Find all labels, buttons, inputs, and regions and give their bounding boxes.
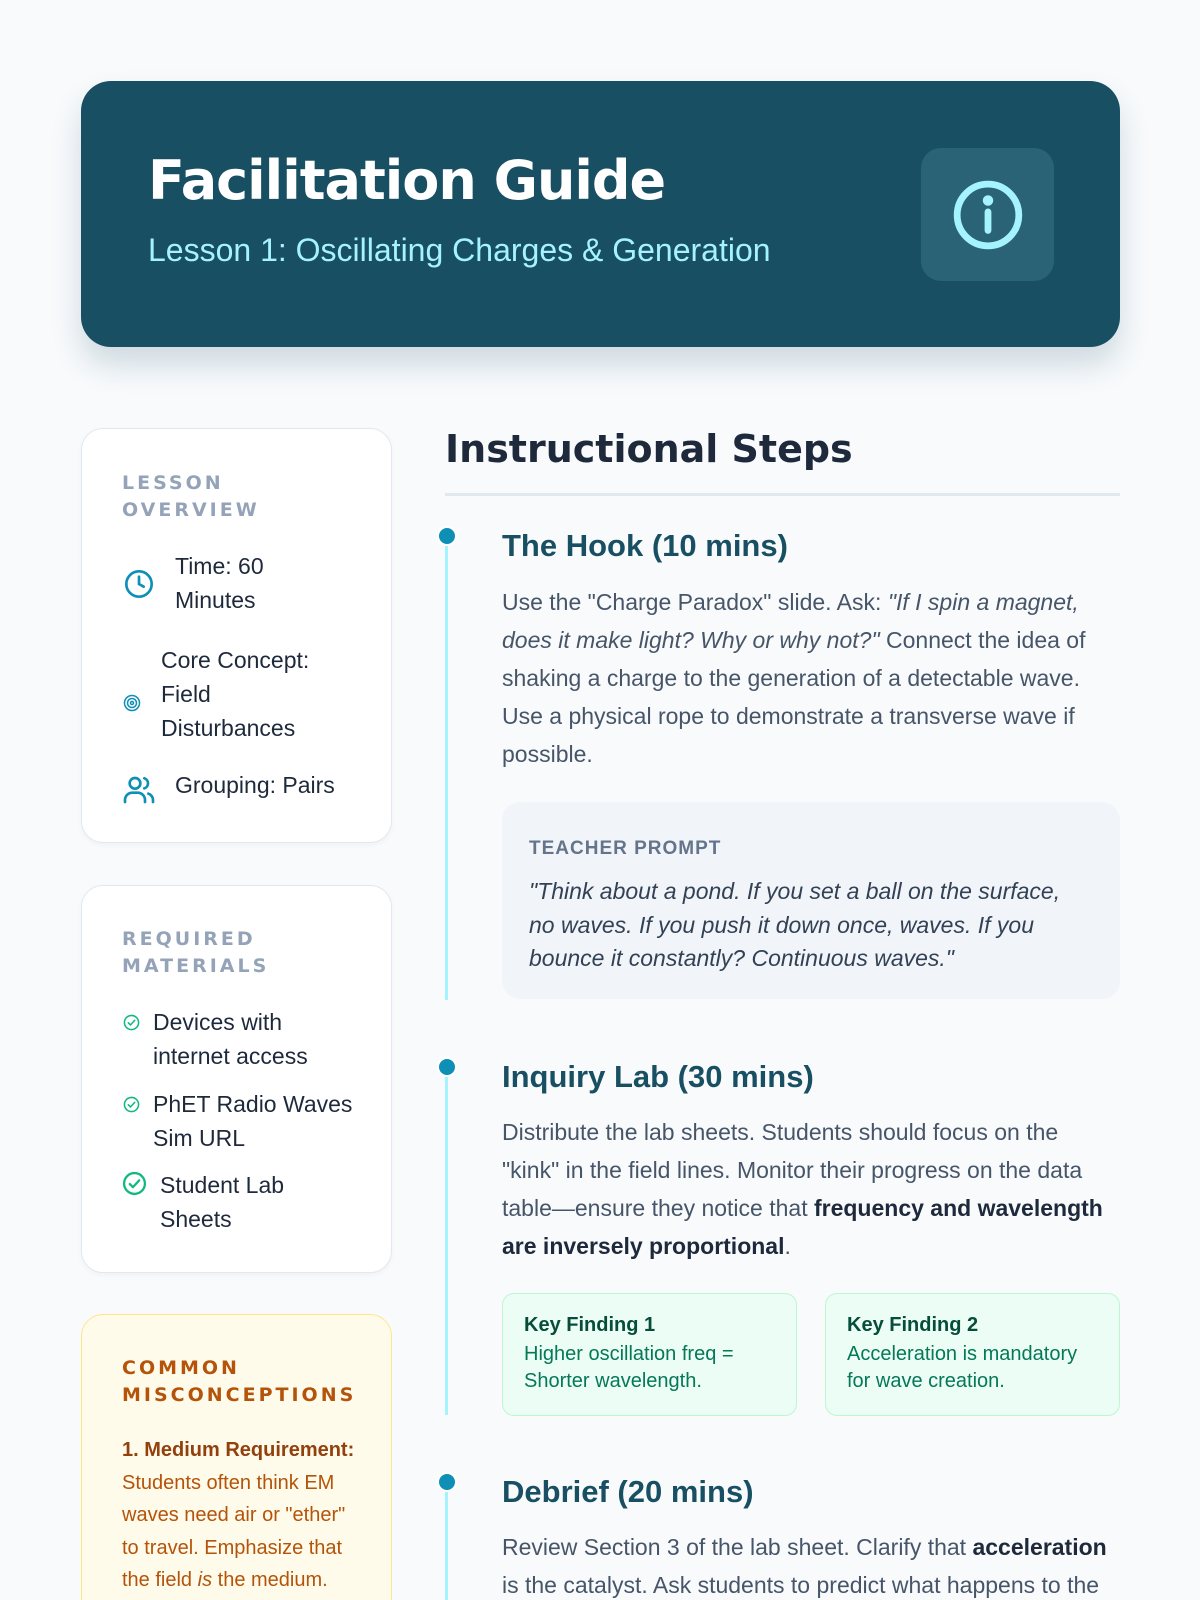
step-emphasis: frequency and wavelength are inversely proportional — [502, 1195, 1103, 1259]
info-button[interactable] — [921, 148, 1054, 281]
key-finding-text: Higher oscillation freq = Shorter wavelength. — [524, 1343, 734, 1392]
misconceptions-card — [81, 1314, 392, 1600]
overview-grouping: Grouping: Pairs — [175, 772, 335, 798]
step-text: Review Section 3 of the lab sheet. Clarify that — [502, 1534, 967, 1560]
header-banner — [81, 81, 1120, 347]
misconception-emphasis: is — [197, 1569, 213, 1591]
info-icon — [951, 178, 1025, 252]
misconception-text-end: the medium. — [217, 1569, 328, 1591]
key-finding-card — [502, 1293, 797, 1416]
misconception-item — [122, 1434, 362, 1597]
materials-heading: REQUIRED MATERIALS — [122, 928, 270, 977]
key-finding-card — [825, 1293, 1120, 1416]
users-icon — [123, 774, 155, 806]
material-item: PhET Radio Waves Sim URL — [153, 1091, 353, 1151]
step-text-end: . — [784, 1233, 791, 1259]
page-title: Facilitation Guide — [148, 149, 666, 212]
clock-icon — [123, 568, 155, 600]
key-finding-title: Key Finding 1 — [524, 1314, 656, 1336]
key-finding-title: Key Finding 2 — [847, 1314, 979, 1336]
timeline-line — [445, 1066, 448, 1415]
overview-heading: LESSON OVERVIEW — [122, 472, 260, 521]
timeline-dot — [437, 1472, 457, 1492]
teacher-prompt-label: TEACHER PROMPT — [529, 838, 722, 859]
lesson-overview-card — [81, 428, 392, 843]
step-text: Use the "Charge Paradox" slide. Ask: — [502, 589, 882, 615]
material-item: Devices with internet access — [153, 1009, 308, 1069]
check-circle-icon — [123, 1096, 140, 1113]
divider — [445, 493, 1120, 496]
misconception-label: 1. Medium Requirement: — [122, 1439, 355, 1461]
radio-waves-icon — [123, 694, 141, 712]
step-title: Debrief (20 mins) — [502, 1474, 754, 1509]
step-description — [502, 583, 1112, 773]
step-emphasis: acceleration — [972, 1534, 1107, 1560]
step-question: "If I spin a magnet, does it make light? Why or why not?" — [502, 589, 1079, 653]
check-circle-icon — [122, 1171, 147, 1196]
timeline-dot — [437, 1057, 457, 1077]
step-text: Distribute the lab sheets. Students should focus on the "kink" in the field lines. Monitor their progress on the data table—ensure they notice that — [502, 1119, 1083, 1221]
timeline-line — [445, 1481, 448, 1600]
step-title: The Hook (10 mins) — [502, 528, 788, 563]
key-finding-text: Acceleration is mandatory for wave creation. — [847, 1343, 1078, 1392]
misconception-text: Students often think EM waves need air or "ether" to travel. Emphasize that the field — [122, 1471, 346, 1591]
misconceptions-heading: COMMON MISCONCEPTIONS — [122, 1357, 357, 1406]
teacher-prompt-box — [502, 802, 1120, 999]
teacher-prompt-text: "Think about a pond. If you set a ball on the surface, no waves. If you push it down once, waves. If you bounce it constantly? Continuous waves." — [529, 878, 1061, 971]
step-description — [502, 1528, 1112, 1600]
check-circle-icon — [123, 1014, 140, 1031]
step-description — [502, 1113, 1112, 1265]
timeline-line — [445, 535, 448, 1000]
lesson-subtitle: Lesson 1: Oscillating Charges & Generation — [148, 232, 771, 268]
overview-core-concept: Core Concept: Field Disturbances — [161, 647, 310, 741]
step-text-end: is the catalyst. Ask students to predict what happens to the — [502, 1572, 1100, 1598]
timeline-dot — [437, 526, 457, 546]
material-item: Student Lab Sheets — [160, 1172, 285, 1232]
section-title: Instructional Steps — [445, 427, 853, 471]
step-title: Inquiry Lab (30 mins) — [502, 1059, 814, 1094]
required-materials-card — [81, 885, 392, 1273]
overview-time: Time: 60 Minutes — [175, 553, 264, 613]
step-text-end: Connect the idea of shaking a charge to the generation of a detectable wave. Use a physical rope to demonstrate a transverse wave if possible. — [502, 627, 1086, 767]
